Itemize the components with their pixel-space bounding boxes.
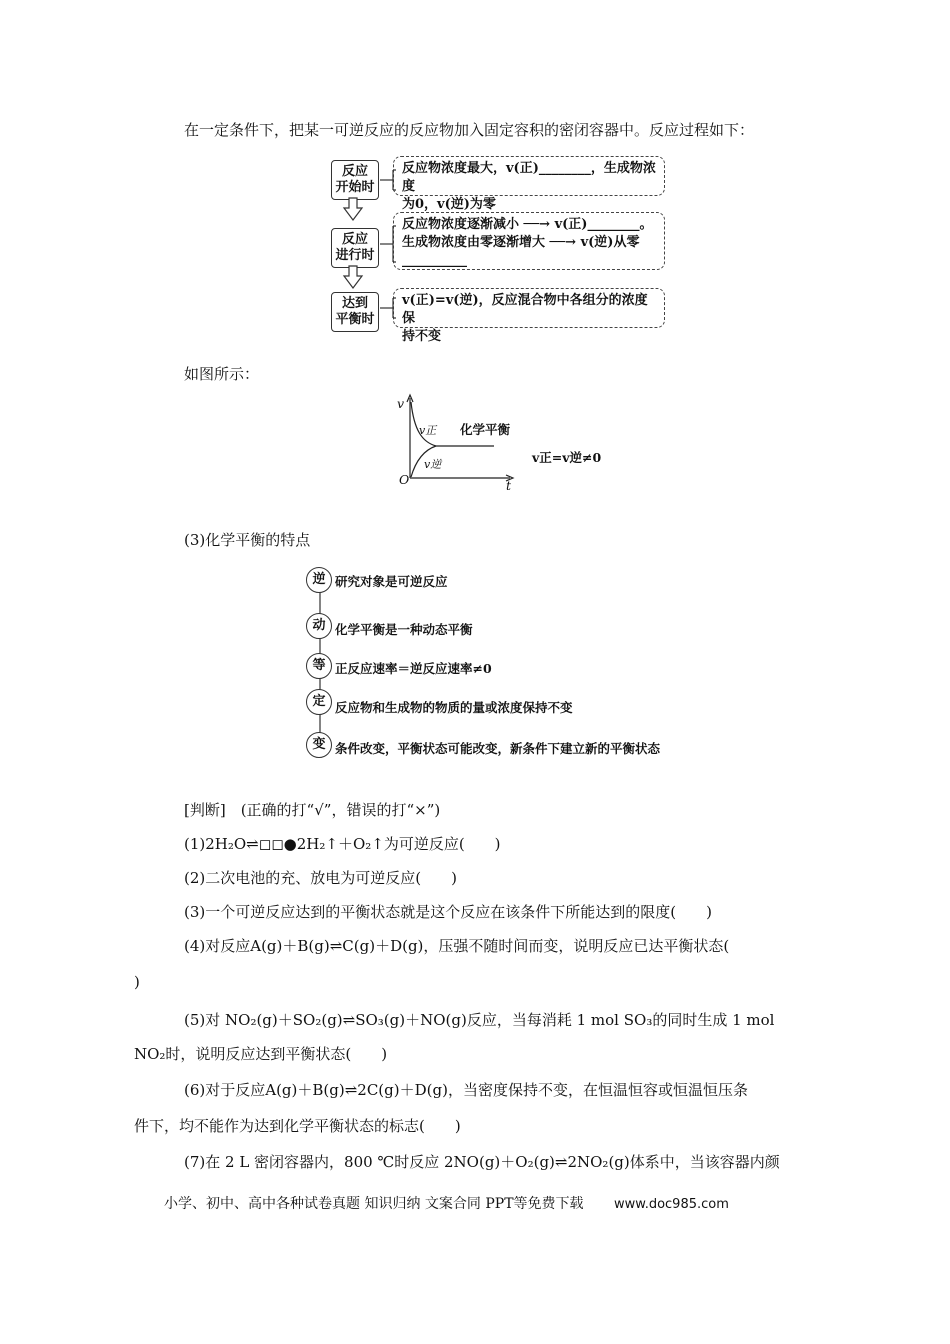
forward-rate-label: v正 xyxy=(419,424,437,437)
stage-equilibrium-label-1: 达到 xyxy=(341,296,368,311)
stage-progress-desc-2: 生成物浓度由零逐渐增大 ──→ v(逆)从零 xyxy=(402,235,640,250)
intro-paragraph: 在一定条件下，把某一可逆反应的反应物加入固定容积的密闭容器中。反应过程如下： xyxy=(184,121,755,139)
connector-bracket xyxy=(393,226,396,262)
y-axis-label: v xyxy=(397,396,405,411)
stage-start-desc-2: 为0，v(逆)为零 xyxy=(402,197,496,212)
equilibrium-label: 化学平衡 xyxy=(460,422,511,437)
stage-equilibrium-desc-2: 持不变 xyxy=(402,329,442,344)
judge-item: NO₂时，说明反应达到平衡状态( ) xyxy=(134,1045,388,1063)
judge-item: (1)2H₂O⇌◻◻●2H₂↑＋O₂↑为可逆反应( ) xyxy=(184,835,501,853)
stage-start-label-2: 开始时 xyxy=(335,180,375,195)
feature-char-reverse: 逆 xyxy=(306,567,332,593)
feature-text-change: 条件改变，平衡状态可能改变，新条件下建立新的平衡状态 xyxy=(335,741,661,756)
feature-char-dynamic: 动 xyxy=(306,613,332,639)
flow-connectors xyxy=(320,150,410,340)
judge-item: (3)一个可逆反应达到的平衡状态就是这个反应在该条件下所能达到的限度( ) xyxy=(184,903,712,921)
judge-item: (4)对反应A(g)＋B(g)⇌C(g)＋D(g)，压强不随时间而变，说明反应已达平衡状态( xyxy=(184,937,730,955)
stage-start-desc-1: 反应物浓度最大，v(正)________，生成物浓度 xyxy=(402,161,656,194)
stage-start-label-1: 反应 xyxy=(341,164,368,179)
judge-item: (2)二次电池的充、放电为可逆反应( ) xyxy=(184,869,457,887)
judge-item: (5)对 NO₂(g)＋SO₂(g)⇌SO₃(g)＋NO(g)反应，当每消耗 1 mol SO₃的同时生成 1 mol xyxy=(184,1011,775,1029)
feature-text-fixed: 反应物和生成物的物质的量或浓度保持不变 xyxy=(335,700,573,715)
stage-equilibrium-desc xyxy=(393,288,665,344)
down-arrow-icon xyxy=(344,266,362,288)
features-title: (3)化学平衡的特点 xyxy=(184,531,311,549)
equilibrium-condition: v正=v逆≠0 xyxy=(532,450,602,465)
feature-text-reverse: 研究对象是可逆反应 xyxy=(335,574,448,589)
feature-text-dynamic: 化学平衡是一种动态平衡 xyxy=(335,622,473,637)
stage-equilibrium-desc-1: v(正)=v(逆)，反应混合物中各组分的浓度保 xyxy=(402,293,648,326)
feature-char-equal: 等 xyxy=(306,653,332,679)
feature-text-equal: 正反应速率＝逆反应速率≠0 xyxy=(335,661,492,676)
judge-item: 件下，均不能作为达到化学平衡状态的标志( ) xyxy=(134,1117,461,1135)
as-shown-text: 如图所示： xyxy=(184,365,260,383)
feature-char-change: 变 xyxy=(306,732,332,758)
judge-item: ) xyxy=(134,973,140,991)
origin-label: O xyxy=(399,472,410,487)
stage-progress-label-2: 进行时 xyxy=(335,248,375,263)
rate-graph xyxy=(390,390,630,493)
down-arrow-icon xyxy=(344,198,362,220)
stage-progress-desc-3: __________ xyxy=(402,253,467,268)
stage-progress-desc xyxy=(393,212,665,270)
footer-link[interactable]: www.doc985.com xyxy=(613,1197,729,1212)
x-axis-label: t xyxy=(506,478,512,493)
connector-bracket xyxy=(393,298,396,318)
stage-start-desc xyxy=(393,156,665,212)
feature-char-fixed: 定 xyxy=(306,689,332,715)
judge-title: [判断] (正确的打“√”，错误的打“×”) xyxy=(184,801,441,819)
stage-progress-desc-1: 反应物浓度逐渐减小 ──→ v(正)________。 xyxy=(402,217,653,232)
rate-graph-svg xyxy=(390,390,520,490)
footer xyxy=(164,1193,735,1213)
judge-item: (7)在 2 L 密闭容器内，800 ℃时反应 2NO(g)＋O₂(g)⇌2NO₂(g)体系中，当该容器内颜 xyxy=(184,1153,780,1171)
reverse-rate-label: v逆 xyxy=(424,458,442,471)
connector-bracket xyxy=(393,170,396,190)
stage-progress-label-1: 反应 xyxy=(341,232,368,247)
stage-equilibrium-label-2: 平衡时 xyxy=(335,312,375,327)
judge-item: (6)对于反应A(g)＋B(g)⇌2C(g)＋D(g)，当密度保持不变，在恒温恒容或恒温恒压条 xyxy=(184,1081,748,1099)
features-diagram xyxy=(305,565,725,765)
footer-text: 小学、初中、高中各种试卷真题 知识归纳 文案合同 PPT等免费下载 xyxy=(164,1196,584,1212)
